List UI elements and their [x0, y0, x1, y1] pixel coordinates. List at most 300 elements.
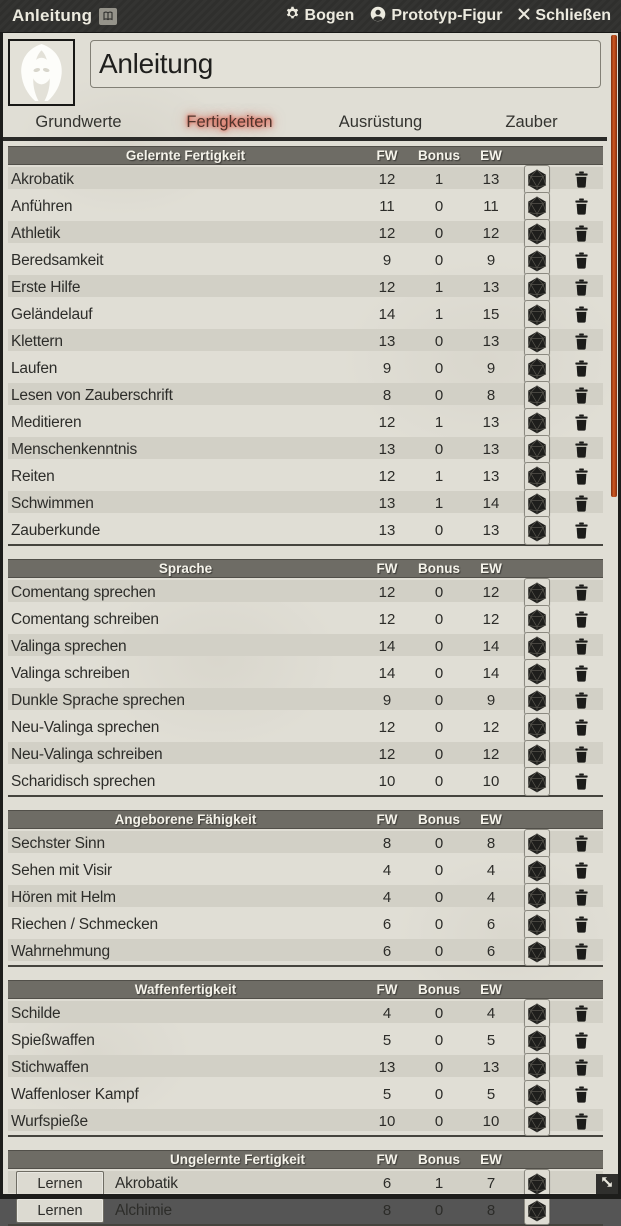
- ew-value: 13: [482, 171, 500, 188]
- bonus-value: 0: [434, 1086, 444, 1103]
- learn-button[interactable]: Lernen: [16, 1171, 104, 1196]
- d20-die-icon: [527, 169, 547, 191]
- trash-icon: [574, 1086, 589, 1103]
- delete-button[interactable]: [574, 171, 589, 188]
- section-title: Ungelernte Fertigkeit: [169, 1152, 306, 1167]
- trash-icon: [574, 495, 589, 512]
- fw-value: 9: [382, 692, 392, 709]
- column-header-ew: EW: [480, 812, 502, 827]
- trash-icon: [574, 414, 589, 431]
- ew-value: 6: [486, 943, 496, 960]
- delete-button[interactable]: [574, 225, 589, 242]
- trash-icon: [574, 468, 589, 485]
- skill-row: [8, 354, 603, 381]
- skill-name: Dunkle Sprache sprechen: [11, 691, 185, 709]
- roll-die-button[interactable]: [524, 856, 550, 885]
- roll-die-button[interactable]: [524, 408, 550, 437]
- delete-button[interactable]: [574, 414, 589, 431]
- skill-name: Beredsamkeit: [11, 251, 104, 269]
- fw-value: 14: [378, 306, 396, 323]
- trash-icon: [574, 225, 589, 242]
- delete-button[interactable]: [574, 638, 589, 655]
- bonus-value: 0: [434, 1113, 444, 1130]
- trash-icon: [574, 1032, 589, 1049]
- fw-value: 8: [382, 835, 392, 852]
- trash-icon: [574, 916, 589, 933]
- column-header-bonus: Bonus: [418, 1152, 460, 1167]
- skill-section: [8, 1150, 603, 1226]
- skill-row: [8, 300, 603, 327]
- ew-value: 7: [486, 1175, 496, 1192]
- roll-die-button[interactable]: [524, 1080, 550, 1109]
- bonus-value: 1: [434, 306, 444, 323]
- roll-die-button[interactable]: [524, 516, 550, 545]
- section-title: Waffenfertigkeit: [134, 982, 237, 997]
- roll-die-button[interactable]: [524, 165, 550, 194]
- avatar[interactable]: [8, 39, 75, 106]
- ew-value: 12: [482, 719, 500, 736]
- d20-die-icon: [527, 1200, 547, 1222]
- roll-die-button[interactable]: [524, 246, 550, 275]
- tab-ausruestung[interactable]: Ausrüstung: [305, 110, 456, 135]
- column-header-bonus: Bonus: [418, 561, 460, 576]
- trash-icon: [574, 692, 589, 709]
- skill-name: Athletik: [11, 224, 61, 242]
- roll-die-button[interactable]: [524, 1026, 550, 1055]
- roll-die-button[interactable]: [524, 273, 550, 302]
- bonus-value: 0: [434, 665, 444, 682]
- ew-value: 8: [486, 1202, 496, 1219]
- skill-name: Akrobatik: [115, 1174, 178, 1192]
- roll-die-button[interactable]: [524, 327, 550, 356]
- delete-button[interactable]: [574, 333, 589, 350]
- roll-die-button[interactable]: [524, 381, 550, 410]
- delete-button[interactable]: [574, 584, 589, 601]
- skill-row: [8, 381, 603, 408]
- section-header: [8, 146, 603, 165]
- skill-row: [8, 605, 603, 632]
- ew-value: 4: [486, 889, 496, 906]
- d20-die-icon: [527, 223, 547, 245]
- close-icon: [518, 7, 530, 25]
- bonus-value: 0: [434, 387, 444, 404]
- skill-row: [8, 327, 603, 354]
- fw-value: 11: [379, 198, 395, 215]
- ew-value: 14: [482, 495, 500, 512]
- trash-icon: [574, 333, 589, 350]
- skill-row: [8, 686, 603, 713]
- ew-value: 13: [482, 279, 500, 296]
- skill-name: Erste Hilfe: [11, 278, 81, 296]
- d20-die-icon: [527, 636, 547, 658]
- d20-die-icon: [527, 1173, 547, 1195]
- ew-value: 13: [482, 333, 500, 350]
- ew-value: 12: [482, 584, 500, 601]
- fw-value: 13: [378, 333, 396, 350]
- skill-row: [8, 1080, 603, 1107]
- trash-icon: [574, 835, 589, 852]
- roll-die-button[interactable]: [524, 659, 550, 688]
- delete-button[interactable]: [574, 279, 589, 296]
- column-header-bonus: Bonus: [418, 982, 460, 997]
- skill-name: Sehen mit Visir: [11, 861, 112, 879]
- skill-row: [8, 192, 603, 219]
- d20-die-icon: [527, 582, 547, 604]
- fw-value: 12: [378, 279, 396, 296]
- trash-icon: [574, 279, 589, 296]
- delete-button[interactable]: [574, 252, 589, 269]
- roll-die-button[interactable]: [524, 578, 550, 607]
- skill-row: [8, 767, 603, 794]
- skill-name: Wurfspieße: [11, 1112, 88, 1130]
- d20-die-icon: [527, 860, 547, 882]
- fw-value: 10: [378, 1113, 396, 1130]
- bonus-value: 0: [434, 611, 444, 628]
- window-border-left: [0, 33, 3, 1199]
- skill-name: Alchimie: [115, 1201, 172, 1219]
- skill-row: [8, 659, 603, 686]
- column-header-bonus: Bonus: [418, 148, 460, 163]
- skill-row: [8, 516, 603, 543]
- roll-die-button[interactable]: [524, 829, 550, 858]
- trash-icon: [574, 1113, 589, 1130]
- skill-row: [8, 883, 603, 910]
- skill-name: Schilde: [11, 1004, 61, 1022]
- skill-name: Reiten: [11, 467, 55, 485]
- trash-icon: [574, 306, 589, 323]
- d20-die-icon: [527, 833, 547, 855]
- roll-die-button[interactable]: [524, 300, 550, 329]
- delete-button[interactable]: [574, 441, 589, 458]
- resize-handle[interactable]: [596, 1174, 618, 1194]
- bonus-value: 1: [434, 1175, 444, 1192]
- tab-fertigkeiten[interactable]: Fertigkeiten: [154, 110, 305, 135]
- d20-die-icon: [527, 941, 547, 963]
- trash-icon: [574, 1005, 589, 1022]
- trash-icon: [574, 252, 589, 269]
- delete-button[interactable]: [574, 468, 589, 485]
- skill-name: Spießwaffen: [11, 1031, 95, 1049]
- roll-die-button[interactable]: [524, 354, 550, 383]
- roll-die-button[interactable]: [524, 767, 550, 796]
- roll-die-button[interactable]: [524, 937, 550, 966]
- d20-die-icon: [527, 358, 547, 380]
- skill-name: Neu-Valinga schreiben: [11, 745, 163, 763]
- fw-value: 13: [378, 1059, 396, 1076]
- bonus-value: 0: [434, 522, 444, 539]
- trash-icon: [574, 171, 589, 188]
- d20-die-icon: [527, 1003, 547, 1025]
- roll-die-button[interactable]: [524, 435, 550, 464]
- roll-die-button[interactable]: [524, 219, 550, 248]
- d20-die-icon: [527, 277, 547, 299]
- delete-button[interactable]: [574, 198, 589, 215]
- skill-row: [8, 856, 603, 883]
- delete-button[interactable]: [574, 916, 589, 933]
- column-header-ew: EW: [480, 982, 502, 997]
- fw-value: 5: [382, 1032, 392, 1049]
- section-header: [8, 1150, 603, 1169]
- roll-die-button[interactable]: [524, 192, 550, 221]
- fw-value: 4: [382, 1005, 392, 1022]
- column-header-fw: FW: [376, 148, 398, 163]
- trash-icon: [574, 387, 589, 404]
- ew-value: 10: [482, 773, 500, 790]
- bonus-value: 0: [434, 1032, 444, 1049]
- fw-value: 12: [378, 746, 396, 763]
- bonus-value: 0: [434, 333, 444, 350]
- bonus-value: 0: [434, 198, 444, 215]
- section-header: [8, 810, 603, 829]
- ew-value: 4: [486, 862, 496, 879]
- fw-value: 12: [378, 171, 396, 188]
- ew-value: 9: [486, 360, 496, 377]
- book-icon: [99, 8, 117, 25]
- ew-value: 12: [482, 225, 500, 242]
- skill-row: [8, 408, 603, 435]
- ew-value: 13: [482, 468, 500, 485]
- delete-button[interactable]: [574, 746, 589, 763]
- close-button[interactable]: [518, 7, 611, 25]
- skill-name: Riechen / Schmecken: [11, 915, 158, 933]
- skill-row: [8, 273, 603, 300]
- d20-die-icon: [527, 914, 547, 936]
- delete-button[interactable]: [574, 1059, 589, 1076]
- fw-value: 12: [378, 225, 396, 242]
- roll-die-button[interactable]: [524, 883, 550, 912]
- close-button-label: Schließen: [535, 7, 611, 24]
- d20-die-icon: [527, 771, 547, 793]
- roll-die-button[interactable]: [524, 910, 550, 939]
- skill-name: Meditieren: [11, 413, 82, 431]
- fw-value: 12: [378, 414, 396, 431]
- delete-button[interactable]: [574, 943, 589, 960]
- character-name-input[interactable]: [90, 40, 601, 88]
- tab-zauber[interactable]: Zauber: [456, 110, 607, 135]
- ew-value: 13: [482, 1059, 500, 1076]
- skill-name: Anführen: [11, 197, 73, 215]
- column-header-fw: FW: [376, 1152, 398, 1167]
- ew-value: 14: [482, 665, 500, 682]
- skill-name: Valinga sprechen: [11, 637, 127, 655]
- roll-die-button[interactable]: [524, 999, 550, 1028]
- delete-button[interactable]: [574, 773, 589, 790]
- trash-icon: [574, 719, 589, 736]
- resize-arrows-icon: [600, 1175, 614, 1194]
- skill-name: Sechster Sinn: [11, 834, 105, 852]
- d20-die-icon: [527, 663, 547, 685]
- delete-button[interactable]: [574, 1086, 589, 1103]
- fw-value: 6: [382, 943, 392, 960]
- fw-value: 12: [378, 719, 396, 736]
- prototype-figure-label: Prototyp-Figur: [391, 7, 503, 24]
- ew-value: 6: [486, 916, 496, 933]
- delete-button[interactable]: [574, 306, 589, 323]
- skill-row: [8, 910, 603, 937]
- trash-icon: [574, 611, 589, 628]
- d20-die-icon: [527, 250, 547, 272]
- skill-name: Zauberkunde: [11, 521, 101, 539]
- skill-row: [8, 1196, 603, 1223]
- skill-row: [8, 578, 603, 605]
- skill-name: Lesen von Zauberschrift: [11, 386, 173, 404]
- skill-section: [8, 810, 603, 967]
- d20-die-icon: [527, 520, 547, 542]
- skill-name: Stichwaffen: [11, 1058, 89, 1076]
- d20-die-icon: [527, 331, 547, 353]
- skill-row: [8, 489, 603, 516]
- trash-icon: [574, 889, 589, 906]
- trash-icon: [574, 522, 589, 539]
- d20-die-icon: [527, 744, 547, 766]
- ew-value: 12: [482, 746, 500, 763]
- bonus-value: 0: [434, 441, 444, 458]
- bonus-value: 0: [434, 773, 444, 790]
- sheet-button-label: Bogen: [304, 7, 355, 24]
- bonus-value: 0: [434, 916, 444, 933]
- title-bar: [0, 0, 621, 33]
- skill-row: [8, 1053, 603, 1080]
- delete-button[interactable]: [574, 665, 589, 682]
- bonus-value: 1: [434, 414, 444, 431]
- skill-name: Wahrnehmung: [11, 942, 110, 960]
- tab-grundwerte[interactable]: Grundwerte: [3, 110, 154, 135]
- trash-icon: [574, 943, 589, 960]
- d20-die-icon: [527, 1030, 547, 1052]
- skill-row: [8, 999, 603, 1026]
- roll-die-button[interactable]: [524, 713, 550, 742]
- skill-name: Geländelauf: [11, 305, 93, 323]
- skill-name: Comentang schreiben: [11, 610, 159, 628]
- roll-die-button[interactable]: [524, 489, 550, 518]
- bonus-value: 0: [434, 252, 444, 269]
- skill-section: [8, 559, 603, 797]
- delete-button[interactable]: [574, 692, 589, 709]
- delete-button[interactable]: [574, 387, 589, 404]
- d20-die-icon: [527, 412, 547, 434]
- trash-icon: [574, 773, 589, 790]
- bonus-value: 0: [434, 889, 444, 906]
- delete-button[interactable]: [574, 611, 589, 628]
- ew-value: 13: [482, 414, 500, 431]
- delete-button[interactable]: [574, 1113, 589, 1130]
- bonus-value: 0: [434, 862, 444, 879]
- roll-die-button[interactable]: [524, 1196, 550, 1225]
- roll-die-button[interactable]: [524, 686, 550, 715]
- skill-row: [8, 165, 603, 192]
- sheet-button[interactable]: [285, 6, 355, 26]
- trash-icon: [574, 441, 589, 458]
- d20-die-icon: [527, 1084, 547, 1106]
- bonus-value: 0: [434, 746, 444, 763]
- bonus-value: 0: [434, 943, 444, 960]
- fw-value: 9: [382, 252, 392, 269]
- fw-value: 6: [382, 1175, 392, 1192]
- delete-button[interactable]: [574, 360, 589, 377]
- delete-button[interactable]: [574, 522, 589, 539]
- bonus-value: 0: [434, 584, 444, 601]
- bonus-value: 1: [434, 279, 444, 296]
- delete-button[interactable]: [574, 495, 589, 512]
- delete-button[interactable]: [574, 1032, 589, 1049]
- roll-die-button[interactable]: [524, 462, 550, 491]
- ew-value: 9: [486, 692, 496, 709]
- fw-value: 12: [378, 468, 396, 485]
- d20-die-icon: [527, 493, 547, 515]
- skill-row: [8, 462, 603, 489]
- column-header-fw: FW: [376, 982, 398, 997]
- prototype-figure-button[interactable]: [370, 6, 502, 27]
- bonus-value: 0: [434, 638, 444, 655]
- skill-name: Schwimmen: [11, 494, 94, 512]
- fw-value: 14: [378, 665, 396, 682]
- title-bar-actions: [285, 6, 611, 27]
- skill-row: [8, 632, 603, 659]
- section-header: [8, 980, 603, 999]
- d20-die-icon: [527, 1111, 547, 1133]
- trash-icon: [574, 1059, 589, 1076]
- column-header-ew: EW: [480, 561, 502, 576]
- roll-die-button[interactable]: [524, 632, 550, 661]
- section-title: Gelernte Fertigkeit: [125, 148, 246, 163]
- skill-row: [8, 1026, 603, 1053]
- skill-name: Comentang sprechen: [11, 583, 156, 601]
- ew-value: 14: [482, 638, 500, 655]
- delete-button[interactable]: [574, 1005, 589, 1022]
- skill-sections: [3, 141, 607, 1226]
- person-icon: [370, 6, 386, 27]
- d20-die-icon: [527, 196, 547, 218]
- d20-die-icon: [527, 690, 547, 712]
- delete-button[interactable]: [574, 835, 589, 852]
- scrollbar-thumb[interactable]: [611, 35, 617, 497]
- skill-row: [8, 937, 603, 964]
- delete-button[interactable]: [574, 889, 589, 906]
- fw-value: 10: [378, 773, 396, 790]
- roll-die-button[interactable]: [524, 1107, 550, 1136]
- learn-button[interactable]: Lernen: [16, 1198, 104, 1223]
- section-title: Angeborene Fähigkeit: [114, 812, 257, 827]
- skill-name: Klettern: [11, 332, 63, 350]
- character-header: [3, 33, 607, 106]
- skill-name: Hören mit Helm: [11, 888, 116, 906]
- fw-value: 5: [382, 1086, 392, 1103]
- delete-button[interactable]: [574, 862, 589, 879]
- fw-value: 14: [378, 638, 396, 655]
- d20-die-icon: [527, 609, 547, 631]
- d20-die-icon: [527, 304, 547, 326]
- delete-button[interactable]: [574, 719, 589, 736]
- trash-icon: [574, 360, 589, 377]
- skill-row: [8, 829, 603, 856]
- bonus-value: 0: [434, 1202, 444, 1219]
- skill-row: [8, 740, 603, 767]
- d20-die-icon: [527, 887, 547, 909]
- roll-die-button[interactable]: [524, 605, 550, 634]
- roll-die-button[interactable]: [524, 1053, 550, 1082]
- skill-name: Neu-Valinga sprechen: [11, 718, 160, 736]
- skill-name: Akrobatik: [11, 170, 74, 188]
- skill-name: Scharidisch sprechen: [11, 772, 156, 790]
- section-header: [8, 559, 603, 578]
- fw-value: 9: [382, 360, 392, 377]
- fw-value: 12: [378, 584, 396, 601]
- roll-die-button[interactable]: [524, 740, 550, 769]
- fw-value: 6: [382, 916, 392, 933]
- fw-value: 8: [382, 1202, 392, 1219]
- skill-row: [8, 435, 603, 462]
- trash-icon: [574, 665, 589, 682]
